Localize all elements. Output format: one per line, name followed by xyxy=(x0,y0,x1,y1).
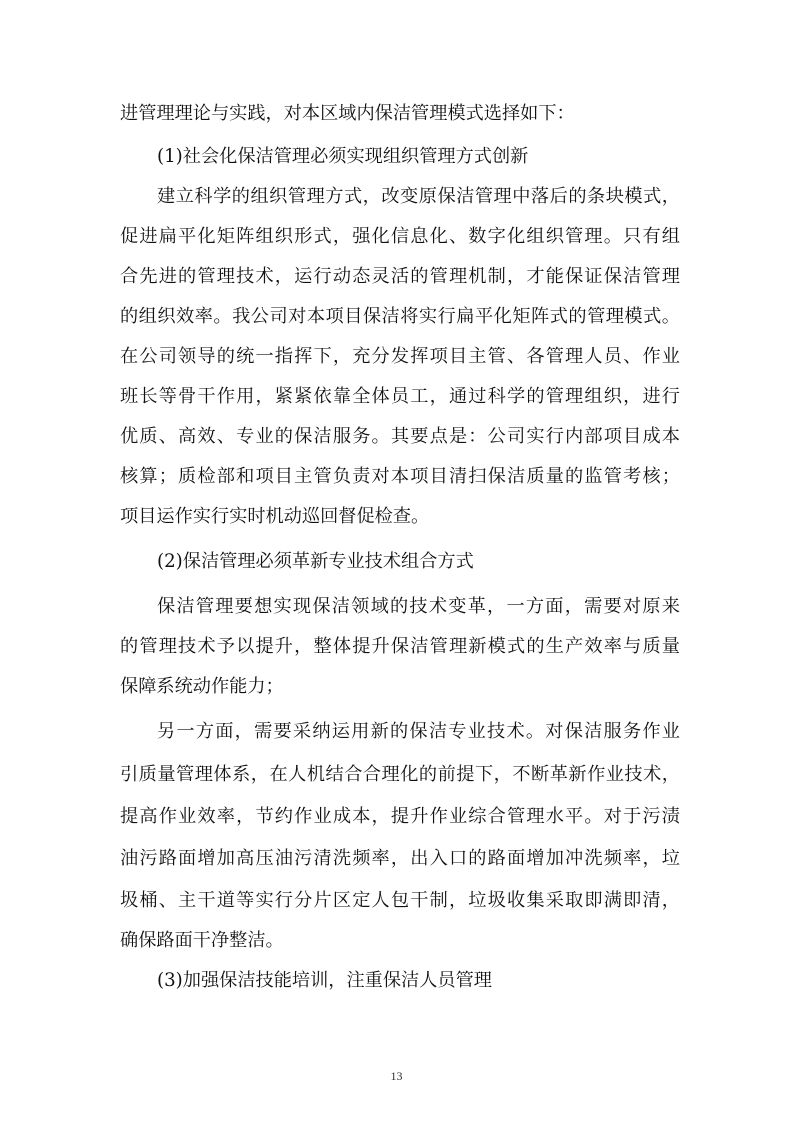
text-line: 在公司领导的统一指挥下，充分发挥项目主管、各管理人员、作业 xyxy=(120,346,680,367)
text-line: 进管理理论与实践，对本区域内保洁管理模式选择如下： xyxy=(120,103,575,124)
text-line: 合先进的管理技术，运行动态灵活的管理机制，才能保证保洁管理 xyxy=(120,266,680,287)
section-heading: (1)社会化保洁管理必须实现组织管理方式创新 xyxy=(157,146,529,167)
text-line: 的管理技术予以提升，整体提升保洁管理新模式的生产效率与质量 xyxy=(120,636,680,657)
text-line: 促进扁平化矩阵组织形式，强化信息化、数字化组织管理。只有组 xyxy=(120,226,680,247)
section-heading: (2)保洁管理必须革新专业技术组合方式 xyxy=(157,551,474,572)
text-line: 确保路面干净整洁。 xyxy=(120,930,284,951)
text-line: 圾桶、主干道等实行分片区定人包干制，垃圾收集采取即满即清， xyxy=(120,890,680,911)
paragraph-first-line: 建立科学的组织管理方式，改变原保洁管理中落后的条块模式， xyxy=(157,186,680,207)
text-line: 油污路面增加高压油污清洗频率，出入口的路面增加冲洗频率，垃 xyxy=(120,848,680,869)
text-line: 优质、高效、专业的保洁服务。其要点是：公司实行内部项目成本 xyxy=(120,426,680,447)
section-heading: (3)加强保洁技能培训，注重保洁人员管理 xyxy=(157,970,492,991)
text-line: 班长等骨干作用，紧紧依靠全体员工，通过科学的管理组织，进行 xyxy=(120,386,680,407)
text-line: 核算；质检部和项目主管负责对本项目清扫保洁质量的监管考核； xyxy=(120,466,680,487)
paragraph-first-line: 另一方面，需要采纳运用新的保洁专业技术。对保洁服务作业 xyxy=(157,721,680,742)
text-line: 提高作业效率，节约作业成本，提升作业综合管理水平。对于污渍 xyxy=(120,806,680,827)
paragraph-first-line: 保洁管理要想实现保洁领域的技术变革，一方面，需要对原来 xyxy=(157,596,680,617)
text-line: 的组织效率。我公司对本项目保洁将实行扁平化矩阵式的管理模式。 xyxy=(120,306,680,327)
text-line: 引质量管理体系，在人机结合合理化的前提下，不断革新作业技术， xyxy=(120,764,680,785)
text-line: 保障系统动作能力； xyxy=(120,676,284,697)
text-line: 项目运作实行实时机动巡回督促检查。 xyxy=(120,506,430,527)
page-number: 13 xyxy=(390,1069,403,1083)
